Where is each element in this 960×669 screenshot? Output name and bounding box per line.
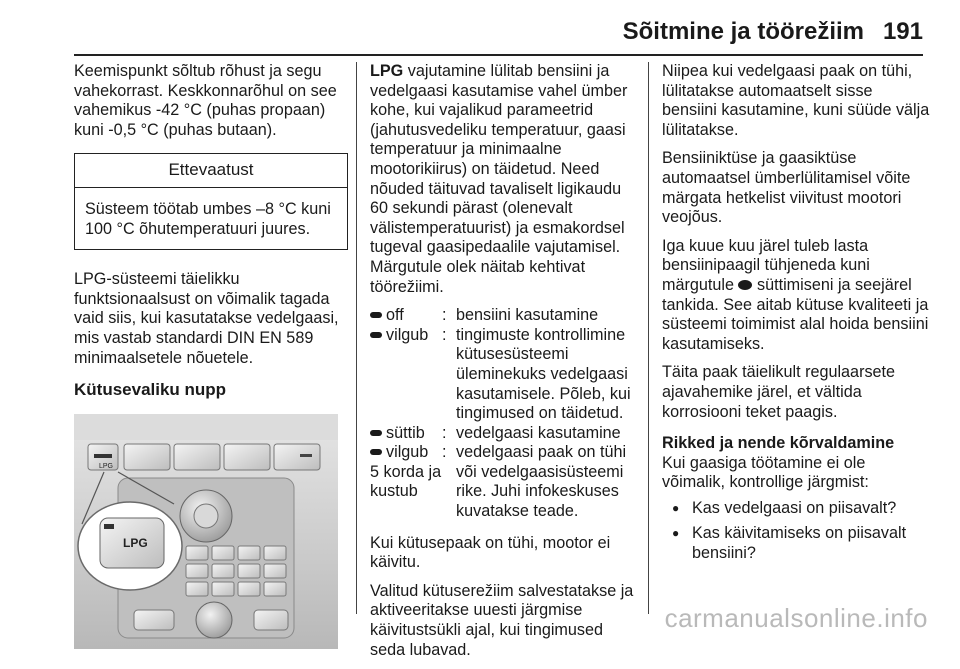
refill-paragraph: Täita paak täielikult regulaarsete ajavahemike järel, et vältida korrosiooni teket paagis. <box>662 363 896 421</box>
watermark: carmanualsonline.info <box>664 603 928 633</box>
caution-text: Süsteem töötab umbes –8 °C kuni 100 °C õhutemperatuuri juures. <box>85 199 331 238</box>
status-colon: : <box>442 443 447 462</box>
six-month-text-a: Iga kuue kuu järel tuleb lasta bensiinipaagil tühjeneda kuni märgutule <box>662 236 870 294</box>
lpg-standard-paragraph: LPG-süsteemi täielikku funktsionaalsust on võimalik tagada vaid siis, kui kasutatakse vedelgaasi, mis vastab standardi DIN EN 589 minimaalsetele nõuetele. <box>74 270 339 367</box>
status-colon: : <box>442 325 447 344</box>
status-row <box>370 326 638 424</box>
status-state: süttib <box>386 423 425 442</box>
boiling-point-paragraph: Keemispunkt sõltub rõhust ja segu vahekorrast. Keskkonnarõhul on see vahemikus -42 °C (puhas propaan) kuni -0,5 °C (puhas butaan). <box>74 62 337 139</box>
status-meaning: vedelgaasi kasutamine <box>456 423 621 442</box>
status-row <box>370 443 638 521</box>
saved-mode-paragraph: Valitud kütuserežiim salvestatakse ja aktiveeritakse uuesti järgmise käivitustsükli ajal, kui tingimused seda lubavad. <box>370 581 634 659</box>
lpg-switch-text: vajutamine lülitab bensiini ja vedelgaasi kasutamise vahel ümber kohe, kui vajalikud parameetrid (jahutusvedeliku temperatuur, gaasi temperatuur ja minimaalne mootorikiirus) on täidetud. Need nõuded täituvad tavaliselt ligikaudu 60 sekundi pärast (olenevalt välistemperatuurist) ja esmakordsel tugeval gaasipedaalile vajutamisel. Märgutule olek näitab kehtivat töörežiimi. <box>370 62 628 296</box>
status-state: off <box>386 306 404 325</box>
status-meaning: bensiini kasutamine <box>456 306 599 325</box>
status-state-extra: 5 korda ja kustub <box>370 462 442 501</box>
header-divider <box>74 54 923 56</box>
column-divider <box>356 62 357 614</box>
lpg-button-large-label: LPG <box>123 535 148 550</box>
indicator-led-icon <box>370 449 382 455</box>
status-state: vilgub <box>386 443 429 462</box>
column-middle <box>370 62 638 669</box>
list-item: ● Kas vedelgaasi on piisavalt? <box>662 499 930 519</box>
status-row <box>370 306 638 326</box>
lpg-button-small-label: LPG <box>99 462 114 470</box>
chapter-title: Sõitmine ja töörežiim <box>622 18 864 45</box>
fuel-selector-illustration <box>74 414 338 649</box>
delay-paragraph: Bensiiniktüse ja gaasiktüse automaatsel ümberlülitamisel võite märgata hetkelist viivitust mootori veojõus. <box>662 149 911 227</box>
lpg-switch-paragraph <box>370 62 638 297</box>
status-row <box>370 424 638 444</box>
page-number: 191 <box>882 18 923 45</box>
column-divider <box>648 62 649 614</box>
empty-tank-paragraph: Kui kütusepaak on tühi, mootor ei käivitu. <box>370 533 611 572</box>
lpg-term: LPG <box>370 62 404 80</box>
status-colon: : <box>442 306 447 325</box>
indicator-led-icon <box>370 312 382 318</box>
column-right <box>662 62 930 570</box>
status-meaning: vedelgaasi paak on tühi või vedelgaasisüsteemi rike. Juhi infokeskuses kuvatakse teade. <box>456 443 627 521</box>
indicator-status-table <box>370 306 638 522</box>
caution-title: Ettevaatust <box>75 154 347 188</box>
fault-heading: Rikked ja nende kõrvaldamine <box>662 434 895 453</box>
page-header <box>0 0 960 58</box>
six-month-paragraph <box>662 237 930 355</box>
column-left <box>74 62 348 649</box>
six-month-text-b: süttimiseni ja seejärel tankida. See aitab kütuse kvaliteeti ja süsteemi toimimist alal hoida bensiini kasutamiseks. <box>662 275 929 353</box>
indicator-led-icon <box>370 430 382 436</box>
indicator-lamp-icon <box>738 280 752 290</box>
fault-intro: Kui gaasiga töötamine ei ole võimalik, kontrollige järgmist: <box>662 453 869 492</box>
indicator-led-icon <box>370 332 382 338</box>
list-item: ● Kas käivitamiseks on piisavalt bensiini? <box>662 524 930 563</box>
auto-switch-paragraph: Niipea kui vedelgaasi paak on tühi, lülitatakse automaatselt sisse bensiini kasutamine, kuni süüde välja lülitatakse. <box>662 62 930 139</box>
console-drawing <box>74 414 338 649</box>
caution-box <box>74 153 348 250</box>
check-list <box>662 499 930 564</box>
status-meaning: tingimuste kontrollimine kütusesüsteemi üleminekuks vedelgaasi kasutamisele. Põleb, kui tingimused on täidetud. <box>456 325 631 423</box>
status-state: vilgub <box>386 325 429 344</box>
section-heading: Kütusevaliku nupp <box>74 380 227 400</box>
status-colon: : <box>442 423 447 442</box>
